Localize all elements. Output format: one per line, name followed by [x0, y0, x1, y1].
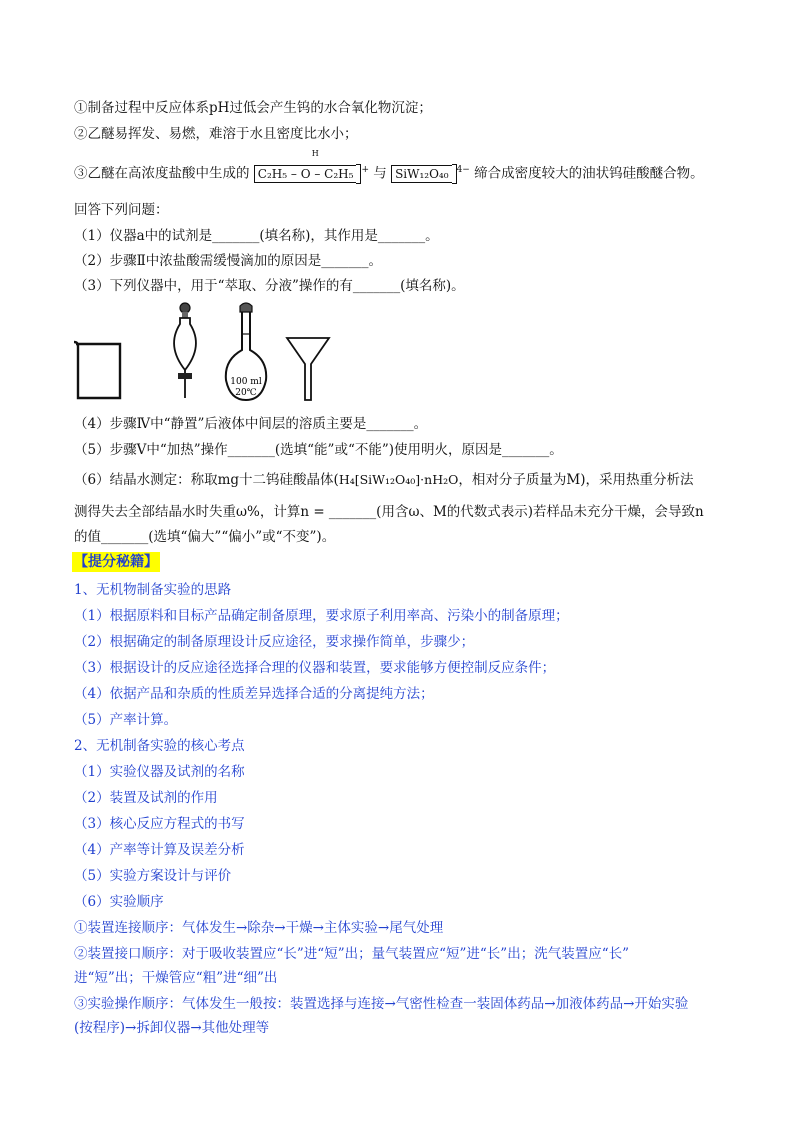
note-2: ②乙醚易挥发、易燃，难溶于水且密度比水小；: [74, 126, 358, 142]
tips-heading-2: 2、无机制备实验的核心考点: [74, 738, 245, 754]
volumetric-flask-icon: [222, 300, 270, 404]
order-3a: ③实验操作顺序：气体发生一般按：装置选择与连接→气密性检查一装固体药品→加液体药品→开始实验: [74, 996, 689, 1012]
funnel-icon: [284, 334, 332, 404]
question-6a-pre: （6）结晶水测定：称取mg十二钨硅酸晶体(: [74, 472, 339, 488]
tips-tag: 【提分秘籍】: [74, 554, 158, 570]
tips-1-item-3: （3）根据设计的反应途径选择合理的仪器和装置，要求能够方便控制反应条件；: [74, 660, 556, 676]
ether-formula: C₂H₅ – O – C₂H₅: [254, 165, 357, 183]
separatory-funnel-icon: [162, 300, 208, 400]
order-1: ①装置连接顺序：气体发生→除杂→干燥→主体实验→尾气处理: [74, 920, 444, 936]
tips-2-item-2: （2）装置及试剂的作用: [74, 790, 218, 806]
question-6c: 的值_______(选填“偏大”“偏小”或“不变”)。: [74, 529, 336, 545]
flask-label-volume: 100 ml: [230, 377, 262, 387]
ether-charge: +: [361, 165, 369, 175]
note-3-pre: ③乙醚在高浓度盐酸中生成的: [74, 165, 250, 182]
note-3: [74, 149, 740, 188]
question-2: （2）步骤Ⅱ中浓盐酸需缓慢滴加的原因是_______。: [74, 253, 383, 269]
order-3b: (按程序)→拆卸仪器→其他处理等: [74, 1020, 270, 1036]
question-6b: 测得失去全部结晶水时失重ω%，计算n = _______(用含ω、M的代数式表示)若样品未充分干燥，会导致n: [74, 504, 704, 520]
question-4: （4）步骤Ⅳ中“静置”后液体中间层的溶质主要是_______。: [74, 416, 428, 432]
questions-intro: 回答下列问题：: [74, 202, 169, 218]
note-3-mid: 与: [373, 165, 387, 182]
question-5: （5）步骤Ⅴ中“加热”操作_______(选填“能”或“不能”)使用明火，原因是_______。: [74, 442, 563, 458]
question-6a: [74, 468, 740, 492]
ether-h: H: [311, 149, 319, 158]
tips-2-item-5: （5）实验方案设计与评价: [74, 868, 232, 884]
tips-2-item-6: （6）实验顺序: [74, 894, 164, 910]
tips-2-item-3: （3）核心反应方程式的书写: [74, 816, 245, 832]
question-6a-post: ，相对分子质量为M)，采用热重分析法: [458, 472, 694, 488]
tips-2-item-1: （1）实验仪器及试剂的名称: [74, 764, 245, 780]
beaker-icon: [72, 338, 124, 402]
silicotungstate-charge: 4−: [456, 165, 470, 175]
tips-1-item-2: （2）根据确定的制备原理设计反应途径，要求操作简单，步骤少；: [74, 634, 475, 650]
crystal-formula: H₄[SiW₁₂O₄₀]·nH₂O: [338, 472, 459, 487]
tips-heading-1: 1、无机物制备实验的思路: [74, 582, 232, 598]
flask-label-temp: 20℃: [235, 388, 257, 398]
tips-1-item-5: （5）产率计算。: [74, 712, 178, 728]
order-2b: 进“短”出；干燥管应“粗”进“细”出: [74, 970, 278, 986]
note-3-post: 缔合成密度较大的油状钨硅酸醚合物。: [474, 165, 704, 182]
tips-2-item-4: （4）产率等计算及误差分析: [74, 842, 245, 858]
silicotungstate-formula: SiW₁₂O₄₀: [391, 165, 451, 183]
question-1: （1）仪器a中的试剂是_______(填名称)，其作用是_______。: [74, 228, 439, 244]
question-3: （3）下列仪器中，用于“萃取、分液”操作的有_______(填名称)。: [74, 278, 465, 294]
order-2a: ②装置接口顺序：对于吸收装置应“长”进“短”出；量气装置应“短”进“长”出；洗气装置应“长”: [74, 946, 630, 962]
tips-1-item-1: （1）根据原料和目标产品确定制备原理，要求原子利用率高、污染小的制备原理；: [74, 608, 569, 624]
tips-1-item-4: （4）依据产品和杂质的性质差异选择合适的分离提纯方法；: [74, 686, 434, 702]
note-1: ①制备过程中反应体系pH过低会产生钨的水合氧化物沉淀；: [74, 100, 432, 116]
ether-ion: [254, 149, 369, 188]
